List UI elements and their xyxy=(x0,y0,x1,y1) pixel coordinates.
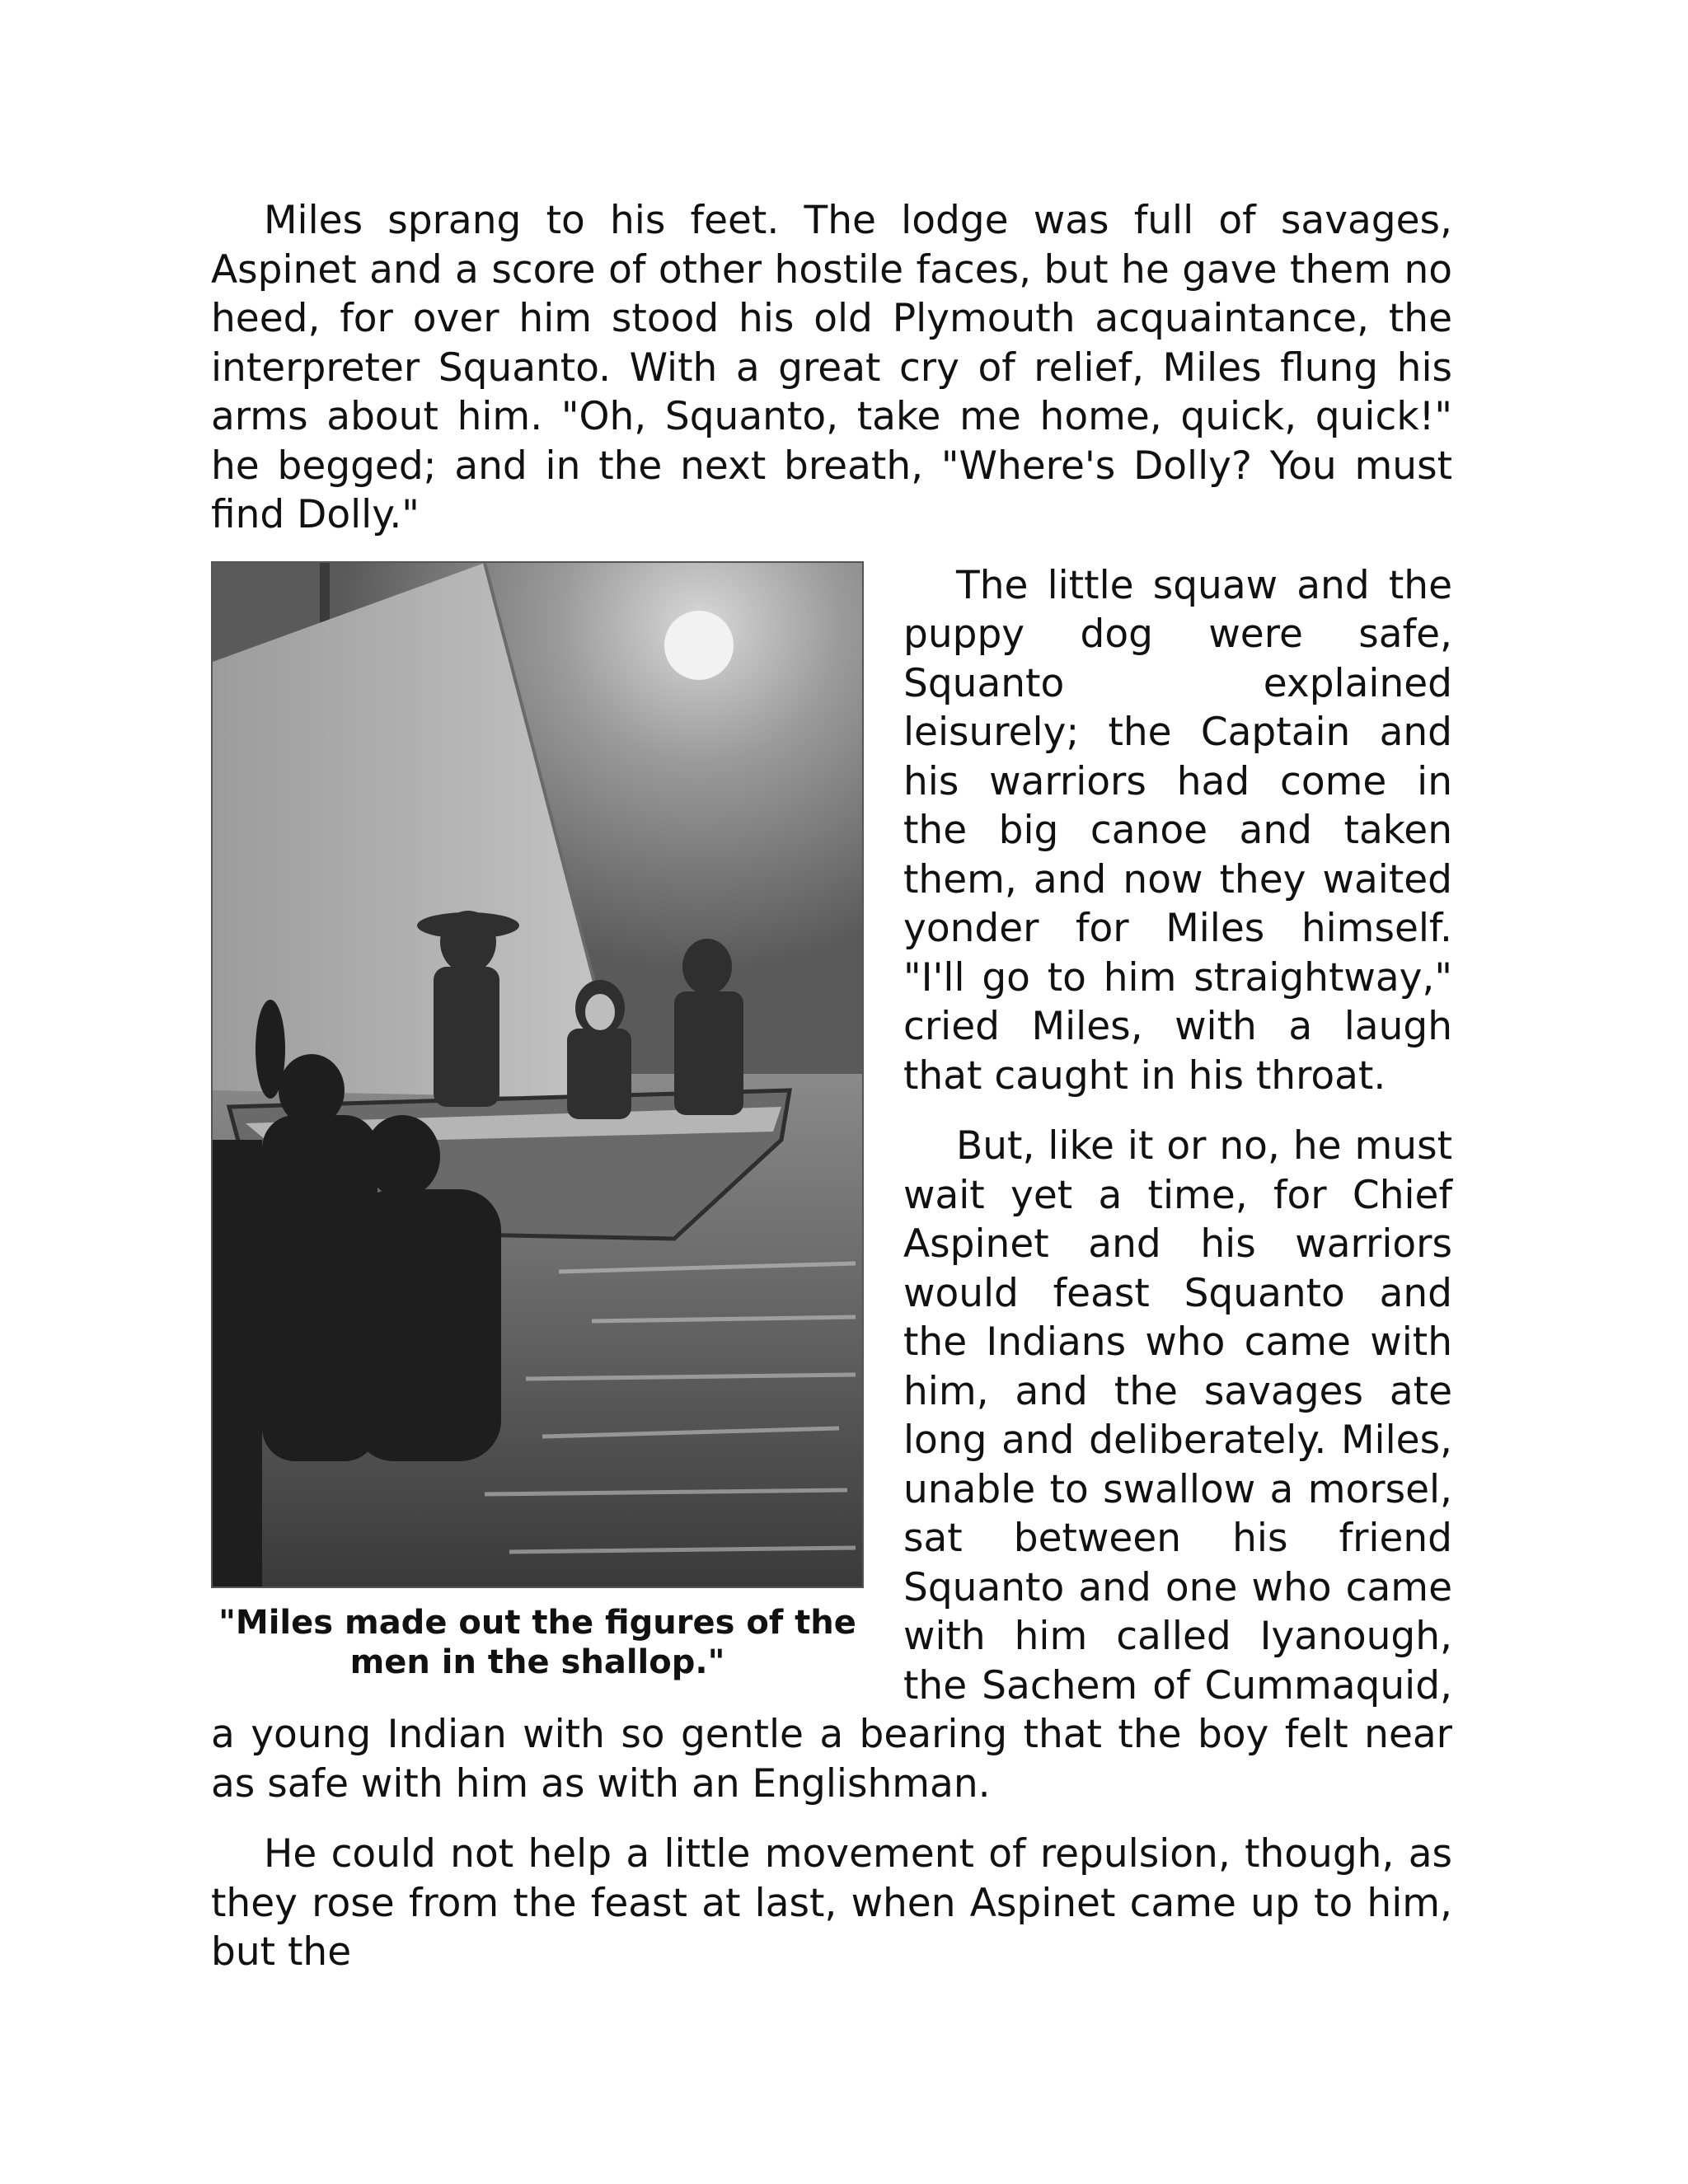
paragraph-2: The little squaw and the puppy dog were safe, Squanto explained leisurely; the Captain and his warriors had come in the big canoe and taken them, and now they waited yonder for Miles himself. "I'll go to him straightway," cried Miles, with a laugh that caught in his throat. xyxy=(903,562,1452,1099)
caption-line-1: "Miles made out the figures of the xyxy=(218,1603,856,1642)
paragraph-3: But, like it or no, he must wait yet a time, for Chief Aspinet and his warriors would feast Squanto and the Indians who came with him, and the savages ate long and deliberately. Miles, unable to swallow a morsel, sat between his friend Squanto and one who came with him called Iyanough, the Sachem of Cummaquid, a young Indian with so gentle a bearing that the boy felt near as safe with him as with an Englishman. xyxy=(211,1123,1452,1807)
paragraph-1: Miles sprang to his feet. The lodge was full of savages, Aspinet and a score of other hostile faces, but he gave them no heed, for over him stood his old Plymouth acquaintance, the interpreter Squanto. With a great cry of relief, Miles flung his arms about him. "Oh, Squanto, take me home, quick, quick!" he begged; and in the next breath, "Where's Dolly? You must find Dolly." xyxy=(211,198,1452,537)
caption-line-2: men in the shallop." xyxy=(349,1643,725,1681)
paragraph-4: He could not help a little movement of repulsion, though, as they rose from the feast at last, when Aspinet came up to him, but the xyxy=(211,1831,1452,1975)
page xyxy=(211,196,1452,2092)
figure xyxy=(211,561,864,1682)
illustration-boat-scene xyxy=(211,561,864,1588)
figure-caption xyxy=(211,1603,864,1682)
